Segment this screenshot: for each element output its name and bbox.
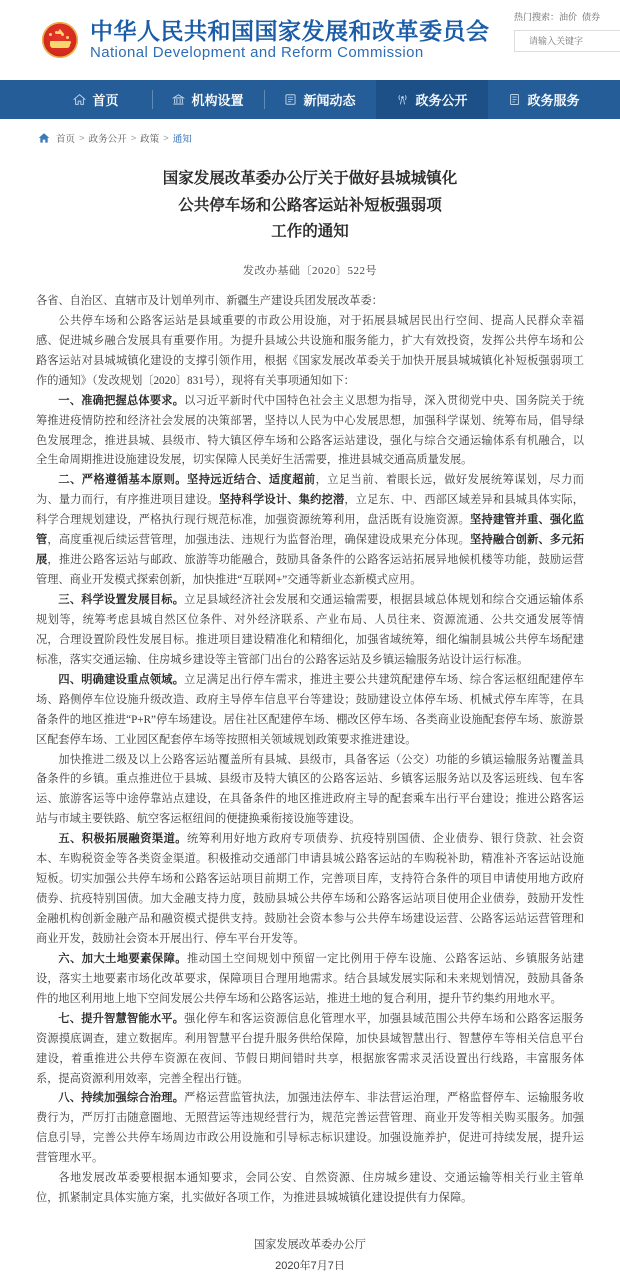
national-emblem-icon bbox=[42, 22, 78, 58]
page-title-line-1: 国家发展改革委办公厅关于做好县城城镇化 bbox=[162, 170, 458, 187]
paragraph-run: ，推进公路客运站与邮政、旅游等功能融合，鼓励具备条件的公路客运站拓展异地候机楼等功能，鼓励运营管理、商业开发模式探索创新，加快推进“互联网+”交通等新业态新模式应用。 bbox=[36, 554, 584, 587]
document-paragraph bbox=[36, 392, 584, 472]
breadcrumb-separator: > bbox=[130, 132, 137, 144]
signature-date: 2020年7月7日 bbox=[275, 1260, 345, 1273]
paragraph-run: 加快推进二级及以上公路客运站覆盖所有县城、县级市，具备客运（公交）功能的乡镇运输服务站覆盖具备条件的乡镇。重点推进位于县城、县级市及特大镇区的公路客运站、乡镇客运服务站以及客运班线、包车客运、旅游客运等中途停靠站点建设，在具备条件的地区推进政府主导的配套乘车出行平台建设；推进公路客运站与市域主要铁路、航空客运枢纽间的便捷换乘衔接设施等建设。 bbox=[36, 753, 584, 826]
breadcrumb-item-2[interactable]: 政策 bbox=[140, 134, 160, 145]
nav-label-government-services: 政务服务 bbox=[527, 93, 580, 108]
page-title-line-2: 公共停车场和公路客运站补短板强弱项 bbox=[178, 196, 442, 214]
section-heading-run: 六、加大土地要素保障。 bbox=[58, 952, 187, 965]
breadcrumb-current: 通知 bbox=[172, 134, 192, 145]
section-heading-run: 二、严格遵循基本原则。 bbox=[58, 474, 187, 487]
nav-label-home: 首页 bbox=[92, 93, 119, 108]
section-heading-run: 坚持远近结合、适度超前 bbox=[187, 474, 316, 487]
document-paragraph bbox=[36, 591, 584, 671]
brand-title-cn: 中华人民共和国国家发展和改革委员会 bbox=[90, 18, 490, 45]
paragraph-run: 立足县域经济社会发展和交通运输需要，根据县域总体规划和综合交通运输体系规划等，统筹考虑县城自然区位条件、对外经济联系、产业布局、人员往来、资源流通、公共交通发展等情况，合理设置阶段性发展目标。推进项目建设精准化和精细化，加强省域统筹，细化编制县城公共停车场配建标准，落实交通运输、住房城乡建设等主管部门出台的公路客运站及乡镇运输服务站设计运行标准。 bbox=[36, 594, 584, 666]
home-icon bbox=[73, 93, 86, 106]
paragraph-run: 统筹利用好地方政府专项债券、抗疫特别国债、企业债券、银行贷款、社会资本、车购税资金等各类资金渠道。积极推动交通部门申请县城公路客运站的车购税补助，精准补齐客运站设施短板。切实加强公共停车场和公路客运站项目前期工作，完善项目库，支持符合条件的项目申请使用地方政府债券、抗疫特别国债。加大金融支持力度，鼓励县城公共停车场和公路客运站项目使用企业债券，鼓励开发性金融机构创新金融产品和融资模式提供支持。鼓励社会资本参与公共停车场建设运营、公路客运站运营管理和商业开发，鼓励社会资本开展出行、停车平台开发等。 bbox=[36, 833, 584, 945]
nav-item-news[interactable] bbox=[264, 80, 376, 119]
document-paragraph bbox=[36, 1089, 584, 1169]
hot-search-label: 热门搜索： bbox=[514, 12, 560, 22]
paragraph-run: ，立足东、中、西部区域差异和县城具体实际，科学合理规划建设，严格执行现行规范标准，加强资源统筹利用，盘活既有设施资源。 bbox=[36, 494, 584, 527]
paragraph-run: 立足满足出行停车需求，推进主要公共建筑配建停车场、综合客运枢纽配建停车场、路侧停车位设施升级改造、政府主导停车信息平台等建设；鼓励建设立体停车场、机械式停车库等，在具备条件的地区推进“P+R”停车场建设。居住社区配建停车场、棚改区停车场、各类商业设施配套停车场、旅游景区配套停车场、工业园区配套停车场等按照相关领域规划政策要求推进建设。 bbox=[36, 673, 584, 746]
paragraph-run: 以习近平新时代中国特色社会主义思想为指导，深入贯彻党中央、国务院关于统筹推进疫情防控和经济社会发展的决策部署，坚持以人民为中心发展思想，加强科学谋划、统筹布局，倡导绿色发展理念，推进县城、县级市、特大镇区停车场和公路客运站建设，强化与综合交通运输体系有机融合，以全生命周期推进设施建设发展，切实保障人民美好生活需要，推进县城交通高质量发展。 bbox=[36, 394, 584, 467]
header-search-area bbox=[490, 10, 620, 52]
signature-organization: 国家发展改革委办公厅 bbox=[254, 1239, 366, 1252]
document-paragraph bbox=[36, 830, 584, 950]
section-heading-run: 坚持融合创新、多元拓展 bbox=[36, 534, 584, 567]
paragraph-run: 严格运营监管执法，加强违法停车、非法营运治理，严格监督停车、运输服务收费行为，严厉打击随意圈地、无照营运等违规经营行为，规范完善运营管理、商业开发等相关购买服务。加强信息引导，完善公共停车场周边市政公用设施和引导标志标识建设。加强设施养护，促进可持续发展，提升运营管理水平。 bbox=[36, 1092, 584, 1165]
nav-label-organization: 机构设置 bbox=[191, 93, 244, 108]
breadcrumb-separator: > bbox=[163, 132, 169, 144]
broadcast-icon bbox=[396, 93, 409, 106]
hot-search-row bbox=[490, 10, 620, 23]
breadcrumb-item-0[interactable]: 首页 bbox=[56, 134, 76, 145]
home-icon bbox=[38, 132, 50, 144]
nav-label-news: 新闻动态 bbox=[303, 93, 356, 108]
section-heading-run: 八、持续加强综合治理。 bbox=[58, 1092, 185, 1105]
article bbox=[0, 152, 620, 1277]
section-heading-run: 四、明确建设重点领域。 bbox=[58, 673, 185, 686]
nav-item-home[interactable] bbox=[40, 80, 152, 119]
hot-search-term-1[interactable]: 油价 bbox=[559, 12, 578, 22]
site-brand[interactable] bbox=[42, 19, 490, 61]
page-title bbox=[36, 166, 584, 246]
section-heading-run: 一、准确把握总体要求。 bbox=[58, 394, 185, 407]
breadcrumb-item-1[interactable]: 政务公开 bbox=[88, 134, 127, 145]
bank-icon bbox=[172, 93, 185, 106]
document-number: 发改办基础〔2020〕522号 bbox=[243, 264, 377, 277]
paragraph-run: 推动国土空间规划中预留一定比例用于停车设施、公路客运站、乡镇服务站建设，落实土地要素市场化改革要求，保障项目合理用地需求。结合县域发展实际和未来规划情况，鼓励具备条件的地区利用地上地下空间发展公共停车场和公路客运站，推进土地的复合利用，提升节约集约用地水平。 bbox=[36, 952, 584, 1005]
paragraph-run: 公共停车场和公路客运站是县域重要的市政公用设施，对于拓展县城居民出行空间、提高人民群众幸福感、促进城乡融合发展具有重要作用。为提升县域公共设施和服务能力，扩大有效投资，发挥公共停车场和公路客运站对县城城镇化建设的支撑引领作用，根据《国家发展改革委关于加快开展县城城镇化补短板强弱项工作的通知》（发改规划〔2020〕831号），现将有关事项通知如下： bbox=[36, 314, 584, 387]
search-box[interactable] bbox=[514, 30, 620, 52]
paragraph-run: 强化停车和客运资源信息化管理水平，加强县域范围公共停车场和公路客运服务资源摸底调查，建立数据库。利用智慧平台提升服务供给保障，加快县域智慧出行、智慧停车等相关信息平台建设，着重推进公共停车资源在夜间、节假日期间错时共享，根据旅客需求灵活设置出行线路，丰富服务体系，提高资源利用效率，完善全程出行链。 bbox=[36, 1012, 584, 1085]
document-paragraph bbox=[36, 1169, 584, 1209]
document-paragraph bbox=[36, 671, 584, 751]
document-icon bbox=[508, 93, 521, 106]
section-heading-run: 三、科学设置发展目标。 bbox=[58, 594, 185, 607]
paragraph-run: 各地发展改革委要根据本通知要求，会同公安、自然资源、住房城乡建设、交通运输等相关行业主管单位，抓紧制定具体实施方案，扎实做好各项工作，为推进县城城镇化建设提供有力保障。 bbox=[36, 1172, 584, 1205]
breadcrumb-separator: > bbox=[79, 132, 85, 144]
nav-item-organization[interactable] bbox=[152, 80, 264, 119]
document-signature bbox=[36, 1235, 584, 1277]
paragraph-run: ，高度重视后续运营管理，加强违法、违规行为监督治理，确保建设成果充分体现。 bbox=[47, 534, 470, 547]
page-title-line-3: 工作的通知 bbox=[271, 223, 349, 241]
section-heading-run: 五、积极拓展融资渠道。 bbox=[58, 833, 187, 846]
section-heading-run: 七、提升智慧智能水平。 bbox=[58, 1012, 185, 1025]
paragraph-run: 各省、自治区、直辖市及计划单列市、新疆生产建设兵团发展改革委： bbox=[36, 294, 383, 307]
main-navigation bbox=[0, 80, 620, 119]
nav-item-government-services[interactable] bbox=[488, 80, 600, 119]
document-body bbox=[36, 292, 584, 1209]
news-icon bbox=[284, 93, 297, 106]
nav-label-government-affairs-disclosure: 政务公开 bbox=[415, 93, 468, 108]
brand-title-en: National Development and Reform Commission bbox=[90, 44, 424, 62]
document-paragraph bbox=[36, 950, 584, 1010]
search-input[interactable] bbox=[515, 31, 620, 51]
hot-search-term-2[interactable]: 债券 bbox=[582, 12, 601, 22]
section-heading-run: 坚持科学设计、集约挖潜 bbox=[218, 494, 345, 507]
document-paragraph bbox=[36, 471, 584, 591]
nav-item-government-affairs-disclosure[interactable] bbox=[376, 80, 488, 119]
document-paragraph bbox=[36, 292, 584, 312]
section-heading-run: 坚持建管并重、强化监管 bbox=[36, 514, 584, 547]
document-paragraph bbox=[36, 312, 584, 392]
document-paragraph bbox=[36, 751, 584, 831]
breadcrumb bbox=[0, 124, 620, 152]
site-header bbox=[0, 0, 620, 80]
paragraph-run: ，立足当前、着眼长远，做好发展统筹谋划，尽力而为、量力而行，有序推进项目建设。 bbox=[36, 474, 584, 507]
document-paragraph bbox=[36, 1010, 584, 1090]
